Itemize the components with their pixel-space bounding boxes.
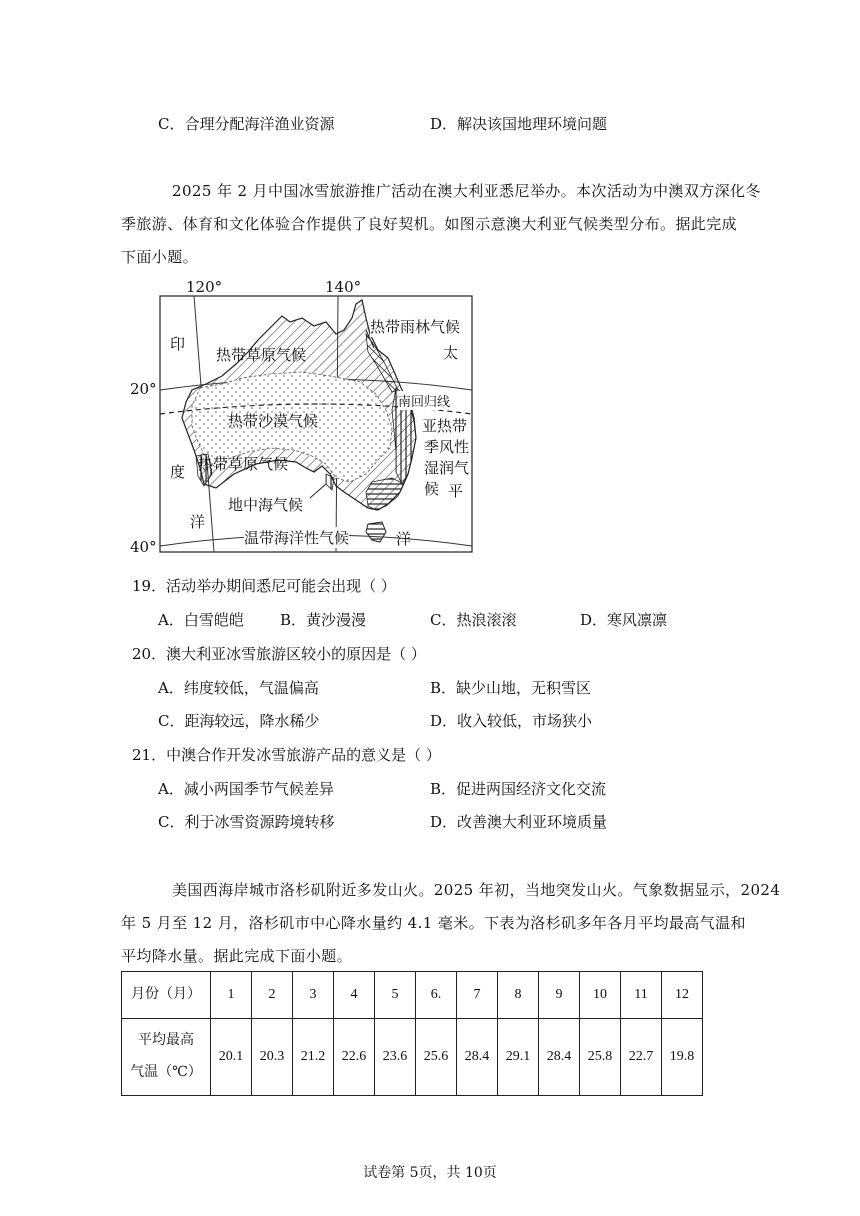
table-cell-temperature: 23.6 [375, 1019, 416, 1096]
table-cell-month: 4 [334, 972, 375, 1019]
australia-climate-map [130, 278, 475, 556]
table-cell-temperature: 22.6 [334, 1019, 375, 1096]
table-cell-temperature: 25.8 [580, 1019, 621, 1096]
question-21-option-b: B．促进两国经济文化交流 [430, 780, 607, 798]
table-cell-month: 6. [416, 972, 457, 1019]
latitude-40-label: 40° [130, 538, 157, 556]
question-19-option-c: C．热浪滚滚 [430, 611, 517, 629]
table-cell-month: 5 [375, 972, 416, 1019]
prev-option-d: D．解决该国地理环境问题 [430, 115, 608, 133]
table-cell-month: 7 [457, 972, 498, 1019]
table-cell-month: 2 [252, 972, 293, 1019]
question-19-stem: 19．活动举办期间悉尼可能会出现（ ） [132, 577, 396, 595]
table-header-month: 月份（月） [122, 972, 211, 1019]
table-cell-temperature: 20.1 [211, 1019, 252, 1096]
question-20-stem: 20．澳大利亚冰雪旅游区较小的原因是（ ） [132, 645, 426, 663]
label-subtropical-humid-2: 季风性 [424, 438, 470, 456]
question-19-option-b: B．黄沙漫漫 [280, 611, 367, 629]
passage2-line1: 美国西海岸城市洛杉矶附近多发山火。2025 年初，当地突发山火。气象数据显示，2024 [172, 881, 781, 899]
indian-ocean-char-3: 洋 [190, 513, 206, 531]
label-tropic-of-capricorn: 南回归线 [398, 391, 450, 410]
question-21-option-a: A．减小两国季节气候差异 [158, 780, 334, 798]
table-cell-month: 8 [498, 972, 539, 1019]
label-mediterranean: 地中海气候 [228, 496, 304, 514]
table-cell-temperature: 28.4 [457, 1019, 498, 1096]
passage1-line1: 2025 年 2 月中国冰雪旅游推广活动在澳大利亚悉尼举办。本次活动为中澳双方深化冬 [172, 182, 761, 200]
table-cell-temperature: 21.2 [293, 1019, 334, 1096]
table-cell-temperature: 22.7 [621, 1019, 662, 1096]
longitude-120-label: 120° [186, 278, 223, 296]
table-cell-month: 10 [580, 972, 621, 1019]
question-21-stem: 21．中澳合作开发冰雪旅游产品的意义是（ ） [132, 746, 441, 764]
label-tropical-savanna-north: 热带草原气候 [216, 346, 307, 364]
la-climate-table [121, 971, 703, 1096]
longitude-140-label: 140° [325, 278, 362, 296]
question-21-option-d: D．改善澳大利亚环境质量 [430, 813, 608, 831]
table-row-temperature [122, 1019, 703, 1096]
label-tropical-desert: 热带沙漠气候 [228, 412, 319, 430]
label-subtropical-humid-4: 候 [424, 480, 440, 498]
latitude-20-label: 20° [130, 380, 157, 398]
table-cell-temperature: 25.6 [416, 1019, 457, 1096]
table-row-months [122, 972, 703, 1019]
label-temperate-maritime: 温带海洋性气候 [244, 529, 350, 547]
table-cell-month: 3 [293, 972, 334, 1019]
table-cell-month: 9 [539, 972, 580, 1019]
passage2-line3: 平均降水量。据此完成下面小题。 [121, 947, 353, 965]
table-cell-temperature: 28.4 [539, 1019, 580, 1096]
question-19-option-d: D．寒风凛凛 [580, 611, 668, 629]
table-cell-month: 1 [211, 972, 252, 1019]
question-20-option-d: D．收入较低，市场狭小 [430, 712, 593, 730]
pacific-ocean-char-3: 洋 [396, 530, 412, 548]
label-subtropical-humid-3: 湿润气 [424, 459, 470, 477]
table-header-temperature [122, 1019, 211, 1096]
question-20-option-a: A．纬度较低，气温偏高 [158, 679, 319, 697]
question-21-option-c: C．利于冰雪资源跨境转移 [158, 813, 335, 831]
table-header-temperature-line1: 平均最高 [138, 1033, 194, 1048]
indian-ocean-char-2: 度 [170, 463, 186, 481]
table-cell-month: 12 [662, 972, 703, 1019]
indian-ocean-char-1: 印 [170, 335, 186, 353]
table-header-temperature-line2: 气温（℃） [130, 1065, 202, 1080]
question-20-option-c: C．距海较远，降水稀少 [158, 712, 320, 730]
passage2-line2: 年 5 月至 12 月，洛杉矶市中心降水量约 4.1 毫米。下表为洛杉矶多年各月平均最高气温和 [121, 914, 746, 932]
page-footer: 试卷第 5页，共 10页 [363, 1165, 497, 1181]
question-19-option-a: A．白雪皑皑 [158, 611, 244, 629]
passage1-line3: 下面小题。 [121, 248, 199, 266]
table-cell-month: 11 [621, 972, 662, 1019]
table-cell-temperature: 29.1 [498, 1019, 539, 1096]
prev-option-c: C．合理分配海洋渔业资源 [158, 115, 335, 133]
label-tropical-rainforest: 热带雨林气候 [370, 318, 461, 336]
table-cell-temperature: 19.8 [662, 1019, 703, 1096]
pacific-ocean-char-2: 平 [448, 482, 464, 500]
label-subtropical-humid-1: 亚热带 [422, 417, 468, 435]
pacific-ocean-char-1: 太 [443, 344, 459, 362]
question-20-option-b: B．缺少山地，无积雪区 [430, 679, 592, 697]
label-tropical-savanna-west: 热带草原气候 [198, 455, 289, 473]
table-cell-temperature: 20.3 [252, 1019, 293, 1096]
passage1-line2: 季旅游、体育和文化体验合作提供了良好契机。如图示意澳大利亚气候类型分布。据此完成 [121, 215, 738, 233]
